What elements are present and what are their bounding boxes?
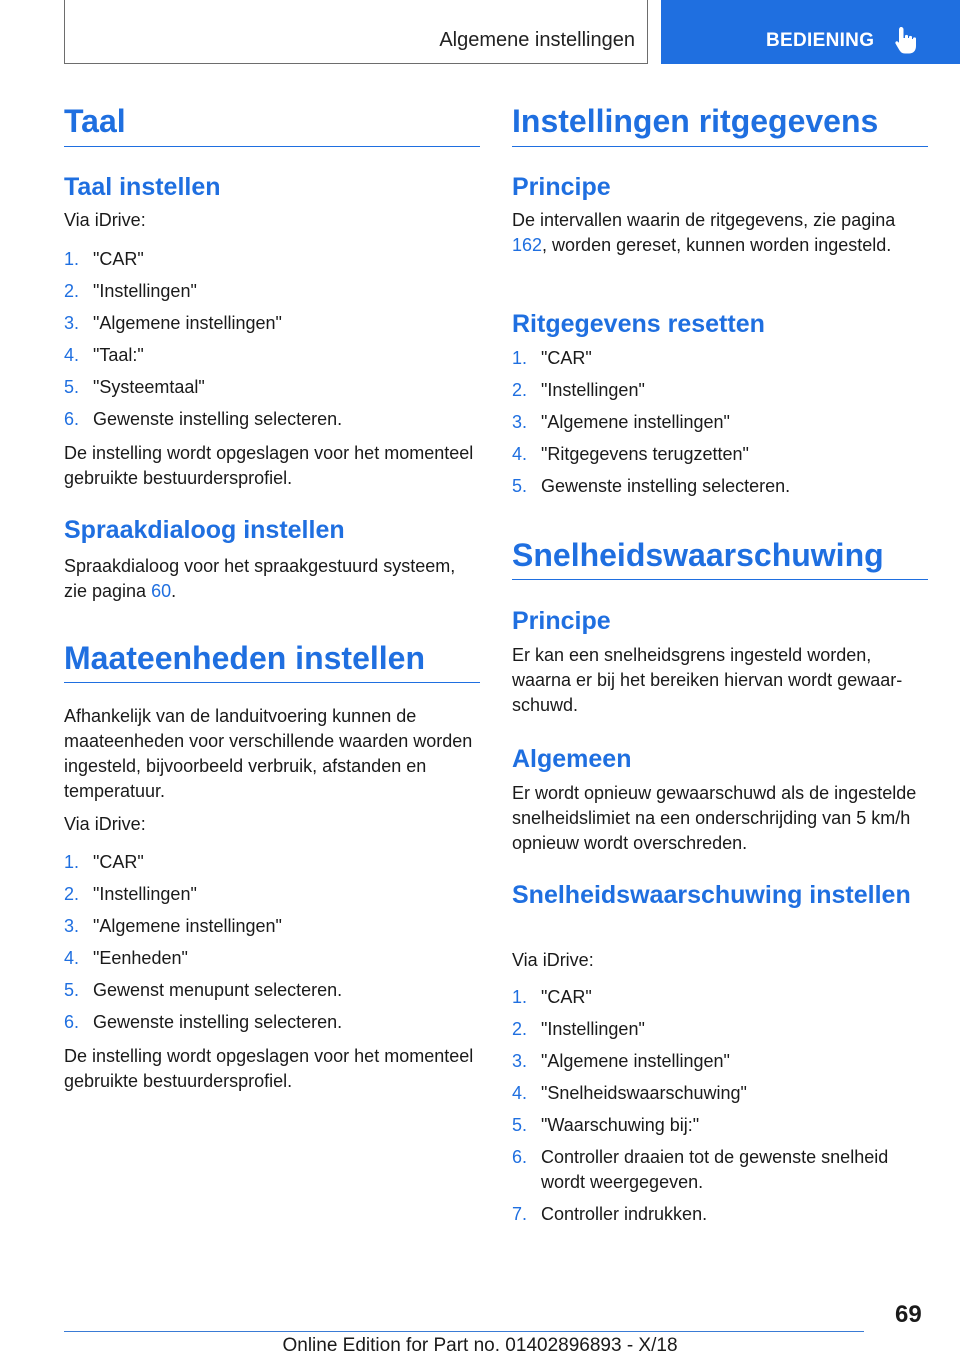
page-number: 69 xyxy=(895,1301,922,1328)
heading-rule xyxy=(512,579,928,580)
heading-rule xyxy=(64,682,480,683)
steps-snelheidswaarschuwing xyxy=(512,985,928,1234)
list-item: 6. Gewenste instelling selecteren. xyxy=(64,409,343,429)
steps-maateenheden xyxy=(64,850,480,1042)
heading-maateenheden: Maateenheden instellen xyxy=(64,640,425,676)
list-item: 5. Gewenst menupunt selecteren. xyxy=(64,980,343,1000)
steps-taal xyxy=(64,247,480,439)
list-item: 3. "Algemene instellingen" xyxy=(512,412,730,432)
subheading-principe: Principe xyxy=(512,173,611,201)
page-link-60[interactable]: 60 xyxy=(151,581,172,601)
principe-text: De intervallen waarin de ritgegevens, zie pagina 162, worden gereset, kunnen worden ingesteld. xyxy=(512,210,896,255)
list-item: 2. "Instellingen" xyxy=(512,1019,645,1039)
header-chapter-label: BEDIENING xyxy=(766,30,875,51)
list-item: 4. "Taal:" xyxy=(64,345,144,365)
list-item: 4. "Ritgegevens terugzetten" xyxy=(512,444,749,464)
list-item: 2. "Instellingen" xyxy=(64,884,197,904)
intro-via-idrive: Via iDrive: xyxy=(64,210,146,230)
heading-rule xyxy=(512,146,928,147)
spraakdialoog-text: Spraakdialoog voor het spraakgestuurd systeem, zie pagina 60. xyxy=(64,556,456,601)
subheading-ritgegevens-resetten: Ritgegevens resetten xyxy=(512,310,765,338)
heading-rule xyxy=(64,146,480,147)
heading-taal: Taal xyxy=(64,103,126,139)
list-item: 7. Controller indrukken. xyxy=(512,1204,708,1224)
subheading-taal-instellen: Taal instellen xyxy=(64,173,221,201)
list-item: 5. "Waarschuwing bij:" xyxy=(512,1115,700,1135)
header-section-title: Algemene instellingen xyxy=(439,29,635,51)
list-item: 2. "Instellingen" xyxy=(512,380,645,400)
heading-instellingen-ritgegevens: Instellingen ritgegevens xyxy=(512,103,879,139)
list-item: 6. Gewenste instelling selecteren. xyxy=(64,1012,343,1032)
subheading-algemeen: Algemeen xyxy=(512,745,632,773)
intro-via-idrive: Via iDrive: xyxy=(512,950,594,970)
list-item: 1. "CAR" xyxy=(512,348,592,368)
subheading-principe: Principe xyxy=(512,607,611,635)
list-item: 4. "Eenheden" xyxy=(64,948,188,968)
list-item: 5. "Systeemtaal" xyxy=(64,377,205,397)
footer-edition-text: Online Edition for Part no. 01402896893 - X/18 xyxy=(282,1335,678,1356)
header-chapter-tab[interactable] xyxy=(661,0,960,64)
algemeen-text: Er wordt opnieuw gewaarschuwd als de ingestelde snelheidslimiet na een onderschrijding van 5 km/h opnieuw wordt overschreden. xyxy=(512,783,917,853)
principe-text: Er kan een snelheidsgrens ingesteld worden, waarna er bij het bereiken hiervan wordt gewaarschuwd. xyxy=(512,645,903,715)
list-item: 2. "Instellingen" xyxy=(64,281,197,301)
list-item: 6. Controller draaien tot de gewenste snelheid wordt weergegeven. xyxy=(512,1147,889,1192)
footer-rule xyxy=(64,1331,864,1332)
list-item: 4. "Snelheidswaarschuwing" xyxy=(512,1083,747,1103)
list-item: 1. "CAR" xyxy=(512,987,592,1007)
list-item: 3. "Algemene instellingen" xyxy=(64,313,282,333)
page-link-162[interactable]: 162 xyxy=(512,235,543,255)
list-item: 3. "Algemene instellingen" xyxy=(512,1051,730,1071)
header-section-box xyxy=(64,0,648,64)
note-profiel: De instelling wordt opgeslagen voor het momenteel gebruikte bestuurdersprofiel. xyxy=(64,443,474,488)
steps-ritgegevens xyxy=(512,346,928,506)
intro-via-idrive: Via iDrive: xyxy=(64,814,146,834)
subheading-snelheidswaarschuwing-instellen: Snelheidswaarschuwing instellen xyxy=(512,881,911,909)
list-item: 1. "CAR" xyxy=(64,852,144,872)
heading-snelheidswaarschuwing: Snelheidswaarschuwing xyxy=(512,537,884,573)
list-item: 1. "CAR" xyxy=(64,249,144,269)
subheading-spraakdialoog: Spraakdialoog instellen xyxy=(64,516,345,544)
note-profiel: De instelling wordt opgeslagen voor het momenteel gebruikte bestuurdersprofiel. xyxy=(64,1046,474,1091)
list-item: 5. Gewenste instelling selecteren. xyxy=(512,476,791,496)
hand-pointer-icon xyxy=(894,25,918,55)
maateenheden-text: Afhankelijk van de landuitvoering kunnen de maateenheden voor verschillende waarden worden ingesteld, bijvoorbeeld verbruik, afstanden en temperatuur. xyxy=(64,706,473,801)
list-item: 3. "Algemene instellingen" xyxy=(64,916,282,936)
